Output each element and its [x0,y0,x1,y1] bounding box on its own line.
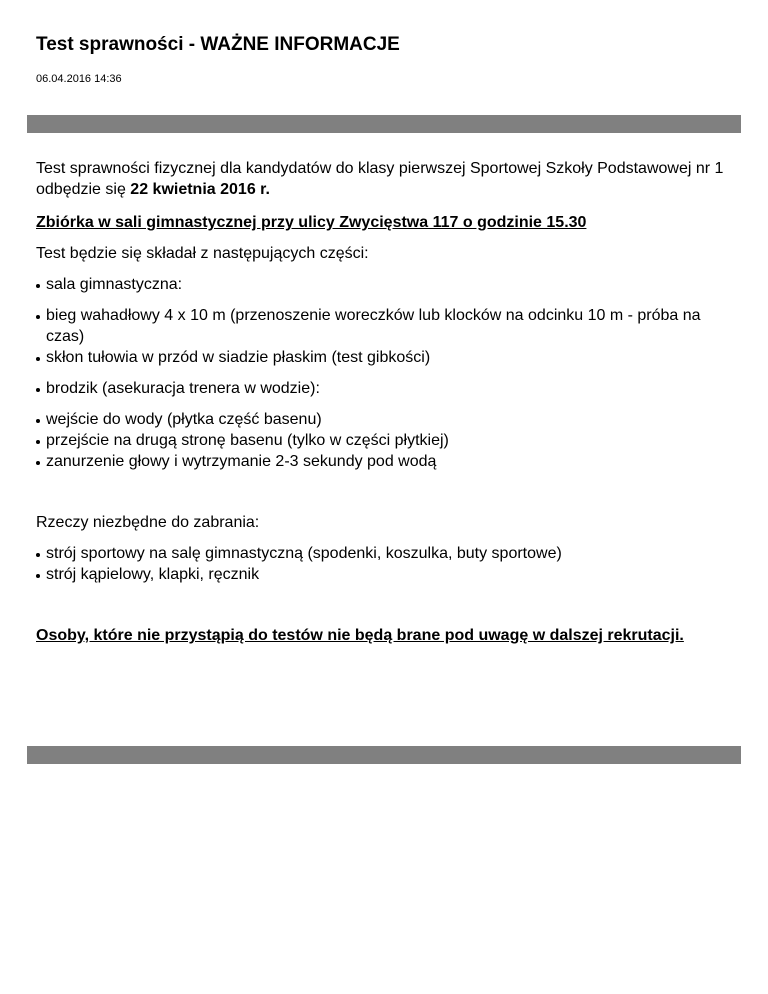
page-title: Test sprawności - WAŻNE INFORMACJE [36,34,400,55]
list-things [36,543,736,585]
publish-date: 06.04.2016 14:36 [36,73,122,85]
list-item: wejście do wody (płytka część basenu) [36,409,736,430]
things-heading: Rzeczy niezbędne do zabrania: [36,514,260,531]
list-item: przejście na drugą stronę basenu (tylko w części płytkiej) [36,430,736,451]
list-item: zanurzenie głowy i wytrzymanie 2-3 sekundy pod wodą [36,451,736,472]
list-item: skłon tułowia w przód w siadzie płaskim (test gibkości) [36,347,736,368]
article-body [36,158,736,646]
list-item: brodzik (asekuracja trenera w wodzie): [36,378,736,399]
list-item: strój sportowy na salę gimnastyczną (spodenki, koszulka, buty sportowe) [36,543,736,564]
list-pool-exercises [36,409,736,472]
list-gym [36,274,736,295]
document-header [36,32,736,86]
list-pool [36,378,736,399]
list-gym-exercises [36,305,736,368]
top-divider-bar [27,115,741,133]
intro-text: Test sprawności fizycznej dla kandydatów do klasy pierwszej Sportowej Szkoły Podstawowej nr 1 odbędzie się [36,160,724,198]
test-parts-heading: Test będzie się składał z następujących części: [36,245,369,262]
gathering-notice: Zbiórka w sali gimnastycznej przy ulicy Zwycięstwa 117 o godzinie 15.30 [36,214,587,231]
list-item: sala gimnastyczna: [36,274,736,295]
list-item: bieg wahadłowy 4 x 10 m (przenoszenie woreczków lub klocków na odcinku 10 m - próba na czas) [36,305,736,347]
list-item: strój kąpielowy, klapki, ręcznik [36,564,736,585]
bottom-divider-bar [27,746,741,764]
intro-date-bold: 22 kwietnia 2016 r. [130,181,270,198]
intro-paragraph [36,158,736,200]
warning-notice: Osoby, które nie przystąpią do testów nie będą brane pod uwagę w dalszej rekrutacji. [36,627,684,644]
